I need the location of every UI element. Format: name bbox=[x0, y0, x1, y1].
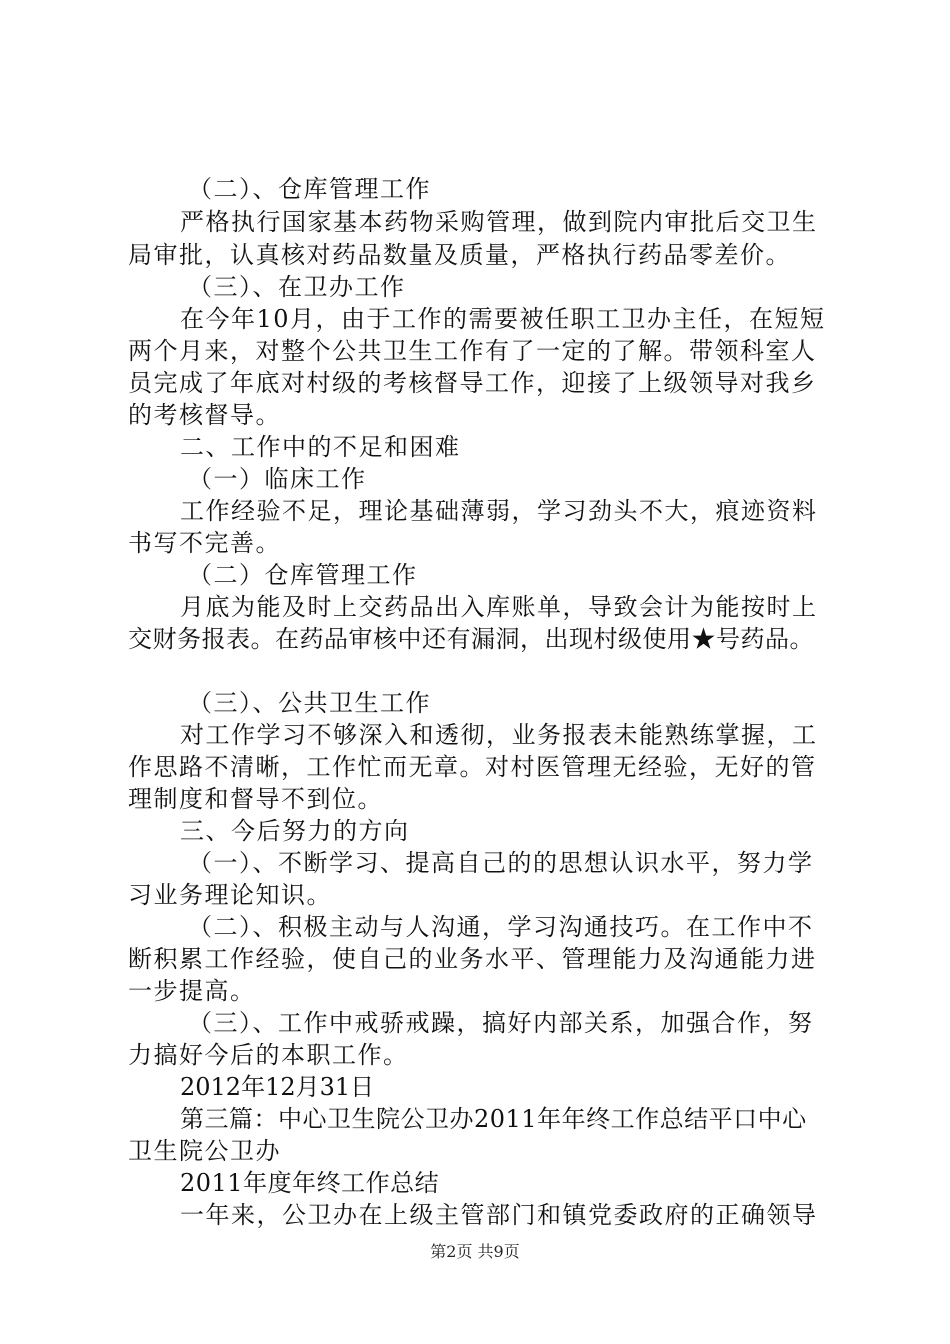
report-title: 2011年度年终工作总结 bbox=[180, 1169, 440, 1197]
paragraph-line: 书写不完善。 bbox=[128, 529, 281, 557]
paragraph-line: 断积累工作经验，使自己的业务水平、管理能力及沟通能力进 bbox=[128, 945, 817, 973]
heading-warehouse-management-2: （二）仓库管理工作 bbox=[188, 561, 418, 589]
paragraph-line: 两个月来，对整个公共卫生工作有了一定的了解。带领科室人 bbox=[128, 337, 817, 365]
page-footer: 第2页 共9页 bbox=[430, 1242, 520, 1261]
paragraph-line: 的考核督导。 bbox=[128, 401, 281, 429]
paragraph-line: 一年来，公卫办在上级主管部门和镇党委政府的正确领导 bbox=[180, 1201, 818, 1229]
section-heading-future-direction: 三、今后努力的方向 bbox=[180, 817, 410, 845]
paragraph-line: 一步提高。 bbox=[128, 977, 256, 1005]
paragraph-line: 交财务报表。在药品审核中还有漏洞，出现村级使用★号药品。 bbox=[128, 625, 814, 653]
paragraph-line: （二）、积极主动与人沟通，学习沟通技巧。在工作中不 bbox=[188, 913, 814, 941]
paragraph-line: 严格执行国家基本药物采购管理，做到院内审批后交卫生 bbox=[180, 208, 818, 236]
paragraph-line: 力搞好今后的本职工作。 bbox=[128, 1041, 409, 1069]
paragraph-line: 习业务理论知识。 bbox=[128, 881, 332, 909]
paragraph-line: 工作经验不足，理论基础薄弱，学习劲头不大，痕迹资料 bbox=[180, 497, 818, 525]
heading-health-office-work: （三）、在卫办工作 bbox=[188, 273, 406, 301]
chapter-title-continued: 卫生院公卫办 bbox=[128, 1137, 281, 1165]
paragraph-line: （三）、工作中戒骄戒躁，搞好内部关系，加强合作，努 bbox=[188, 1009, 814, 1037]
chapter-title: 第三篇：中心卫生院公卫办2011年年终工作总结平口中心 bbox=[180, 1105, 807, 1133]
paragraph-line: 作思路不清晰，工作忙而无章。对村医管理无经验，无好的管 bbox=[128, 753, 817, 781]
heading-warehouse-management: （二）、仓库管理工作 bbox=[188, 175, 431, 203]
paragraph-line: 月底为能及时上交药品出入库账单，导致会计为能按时上 bbox=[180, 593, 818, 621]
paragraph-line: 局审批，认真核对药品数量及质量，严格执行药品零差价。 bbox=[128, 241, 791, 269]
section-heading-shortcomings: 二、工作中的不足和困难 bbox=[180, 433, 461, 461]
paragraph-line: 员完成了年底对村级的考核督导工作，迎接了上级领导对我乡 bbox=[128, 369, 817, 397]
paragraph-line: 在今年10月，由于工作的需要被任职工卫办主任，在短短 bbox=[180, 305, 826, 333]
heading-clinical-work: （一）临床工作 bbox=[188, 465, 367, 493]
heading-public-health-work: （三）、公共卫生工作 bbox=[188, 689, 431, 717]
paragraph-line: 理制度和督导不到位。 bbox=[128, 785, 383, 813]
date-line: 2012年12月31日 bbox=[180, 1073, 375, 1101]
paragraph-line: 对工作学习不够深入和透彻，业务报表未能熟练掌握，工 bbox=[180, 721, 818, 749]
paragraph-line: （一）、不断学习、提高自己的的思想认识水平，努力学 bbox=[188, 849, 814, 877]
